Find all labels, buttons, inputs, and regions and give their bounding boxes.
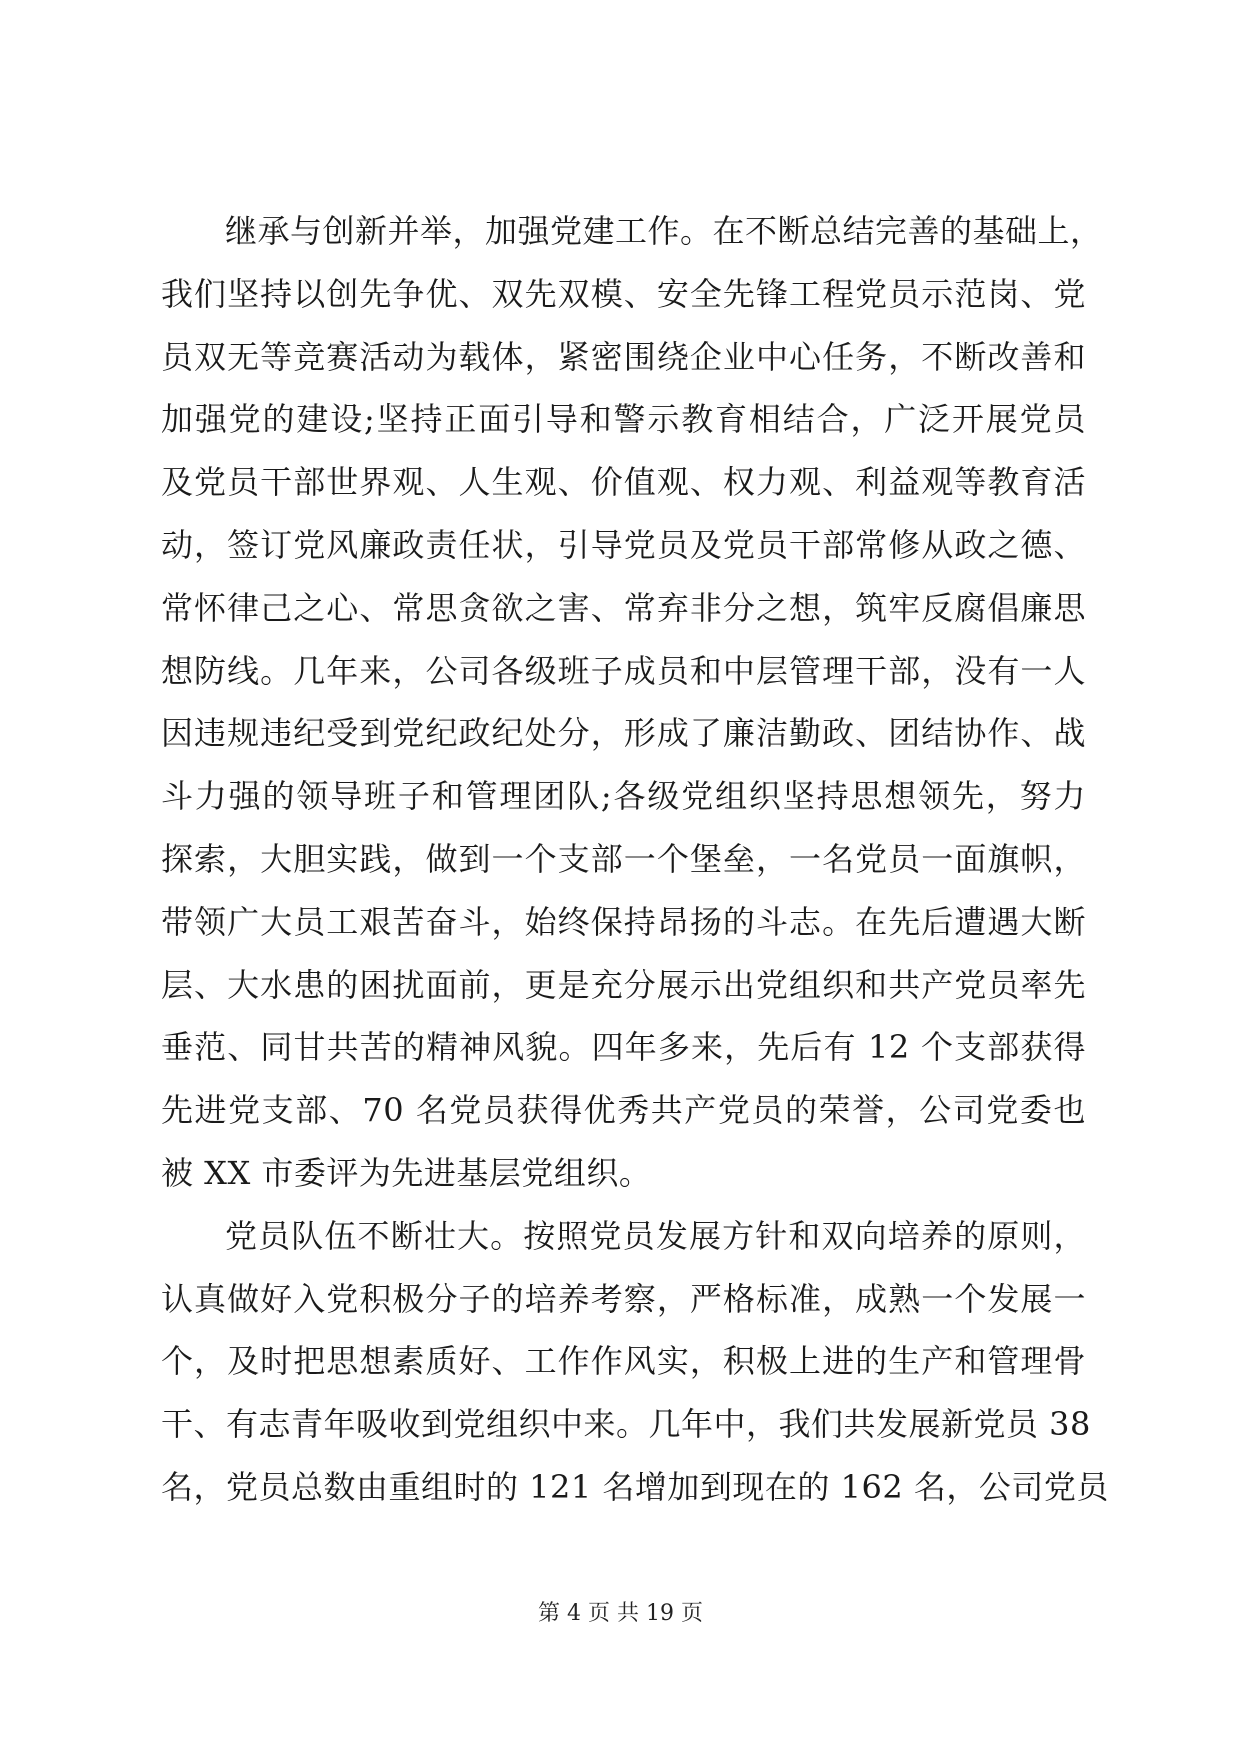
- text-line: 垂范、同甘共苦的精神风貌。四年多来，先后有 12 个支部获得: [161, 1028, 1086, 1067]
- text-line: 层、大水患的困扰面前，更是充分展示出党组织和共产党员率先: [161, 965, 1086, 1004]
- text-line: 想防线。几年来，公司各级班子成员和中层管理干部，没有一人: [161, 651, 1086, 690]
- document-body: [161, 200, 1109, 1519]
- paragraph-2: [161, 1205, 1109, 1519]
- text-line: 及党员干部世界观、人生观、价值观、权力观、利益观等教育活: [161, 463, 1086, 502]
- text-line: 先进党支部、70 名党员获得优秀共产党员的荣誉，公司党委也: [161, 1091, 1086, 1130]
- text-line: 被 XX 市委评为先进基层党组织。: [161, 1153, 652, 1192]
- text-line: 动，签订党风廉政责任状，引导党员及党员干部常修从政之德、: [161, 525, 1086, 564]
- text-line: 加强党的建设;坚持正面引导和警示教育相结合，广泛开展党员: [161, 400, 1086, 439]
- text-line: 因违规违纪受到党纪政纪处分，形成了廉洁勤政、团结协作、战: [161, 714, 1086, 753]
- text-line: 常怀律己之心、常思贪欲之害、常弃非分之想，筑牢反腐倡廉思: [161, 588, 1086, 627]
- paragraph-1: [161, 200, 1103, 1205]
- text-line: 认真做好入党积极分子的培养考察，严格标准，成熟一个发展一: [161, 1279, 1086, 1318]
- text-line: 党员队伍不断壮大。按照党员发展方针和双向培养的原则，: [225, 1216, 1086, 1255]
- text-line: 干、有志青年吸收到党组织中来。几年中，我们共发展新党员 38: [161, 1405, 1091, 1444]
- text-line: 我们坚持以创先争优、双先双模、安全先锋工程党员示范岗、党: [161, 274, 1086, 313]
- text-line: 带领广大员工艰苦奋斗，始终保持昂扬的斗志。在先后遭遇大断: [161, 902, 1086, 941]
- page-number-footer: 第 4 页 共 19 页: [538, 1601, 703, 1626]
- text-line: 员双无等竞赛活动为载体，紧密围绕企业中心任务，不断改善和: [161, 337, 1086, 376]
- text-line: 斗力强的领导班子和管理团队;各级党组织坚持思想领先，努力: [161, 777, 1086, 816]
- text-line: 名，党员总数由重组时的 121 名增加到现在的 162 名，公司党员: [161, 1467, 1109, 1506]
- text-line: 继承与创新并举，加强党建工作。在不断总结完善的基础上，: [225, 212, 1103, 250]
- text-line: 探索，大胆实践，做到一个支部一个堡垒，一名党员一面旗帜，: [161, 839, 1086, 878]
- text-line: 个，及时把思想素质好、工作作风实，积极上进的生产和管理骨: [161, 1342, 1086, 1381]
